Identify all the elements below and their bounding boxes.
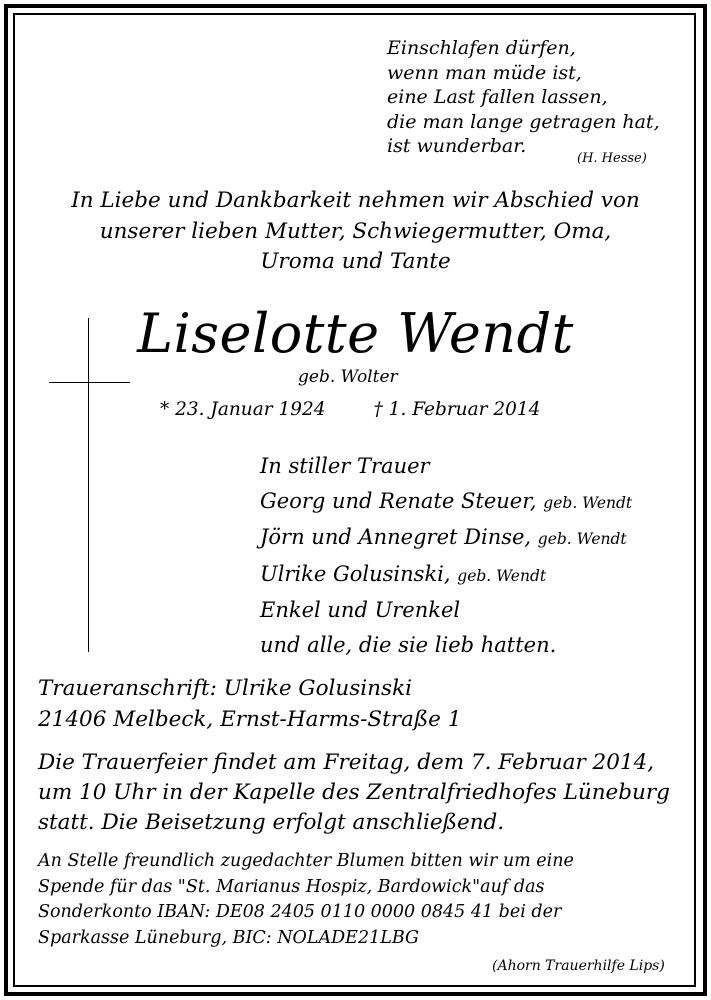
mourner-family xyxy=(260,520,632,557)
mourners-heading: In stiller Trauer xyxy=(260,454,430,478)
donation-line: Spende für das "St. Marianus Hospiz, Bardowick"auf das xyxy=(38,876,545,897)
mourner-names: Ulrike Golusinski, xyxy=(260,561,451,586)
mourners-closing: Enkel und Urenkel xyxy=(260,598,461,623)
mourner-note: geb. Wendt xyxy=(457,566,547,585)
mourner-family xyxy=(260,557,632,594)
ceremony-line: statt. Die Beisetzung erfolgt anschließend. xyxy=(38,810,505,835)
poem-line: ist wunderbar. xyxy=(387,135,527,157)
cross-icon-horizontal xyxy=(49,382,130,383)
address-line: Traueranschrift: Ulrike Golusinski xyxy=(38,676,412,701)
mourner-note: geb. Wendt xyxy=(537,530,627,549)
poem-author: (H. Hesse) xyxy=(577,151,647,166)
death-date: † 1. Februar 2014 xyxy=(373,399,541,420)
deceased-name: Liselotte Wendt xyxy=(137,302,574,365)
ceremony-line: um 10 Uhr in der Kapelle des Zentralfriedhofes Lüneburg xyxy=(38,780,670,805)
poem-line: wenn man müde ist, xyxy=(387,61,582,84)
intro-line: Uroma und Tante xyxy=(260,249,451,274)
intro-line: unserer lieben Mutter, Schwiegermutter, Oma, xyxy=(99,218,612,244)
funeral-home: (Ahorn Trauerhilfe Lips) xyxy=(492,958,665,974)
mourning-address xyxy=(38,673,461,735)
ceremony-info xyxy=(38,748,670,838)
donation-info xyxy=(38,849,574,951)
mourner-names: Georg und Renate Steuer, xyxy=(260,488,537,513)
mourner-family xyxy=(260,484,632,521)
ceremony-line: Die Trauerfeier findet am Freitag, dem 7. Februar 2014, xyxy=(38,750,655,775)
donation-line: An Stelle freundlich zugedachter Blumen bitten wir um eine xyxy=(38,851,574,871)
mourners-closing: und alle, die sie lieb hatten. xyxy=(260,632,557,657)
poem xyxy=(387,36,660,159)
donation-line: Sparkasse Lüneburg, BIC: NOLADE21LBG xyxy=(38,927,419,948)
intro-text xyxy=(0,186,711,278)
cross-icon-vertical xyxy=(88,318,89,652)
life-dates xyxy=(160,399,540,420)
mourner-note: geb. Wendt xyxy=(543,493,633,512)
poem-line: Einschlafen dürfen, xyxy=(387,37,576,59)
mourner-names: Jörn und Annegret Dinse, xyxy=(260,525,532,550)
address-line: 21406 Melbeck, Ernst-Harms-Straße 1 xyxy=(38,707,462,732)
mourners-list xyxy=(260,449,632,663)
maiden-name: geb. Wolter xyxy=(298,367,398,387)
donation-line: Sonderkonto IBAN: DE08 2405 0110 0000 0845 41 bei der xyxy=(38,902,562,922)
poem-line: die man lange getragen hat, xyxy=(387,110,660,133)
birth-date: * 23. Januar 1924 xyxy=(160,399,326,420)
poem-line: eine Last fallen lassen, xyxy=(387,86,608,108)
intro-line: In Liebe und Dankbarkeit nehmen wir Abschied von xyxy=(71,188,640,213)
